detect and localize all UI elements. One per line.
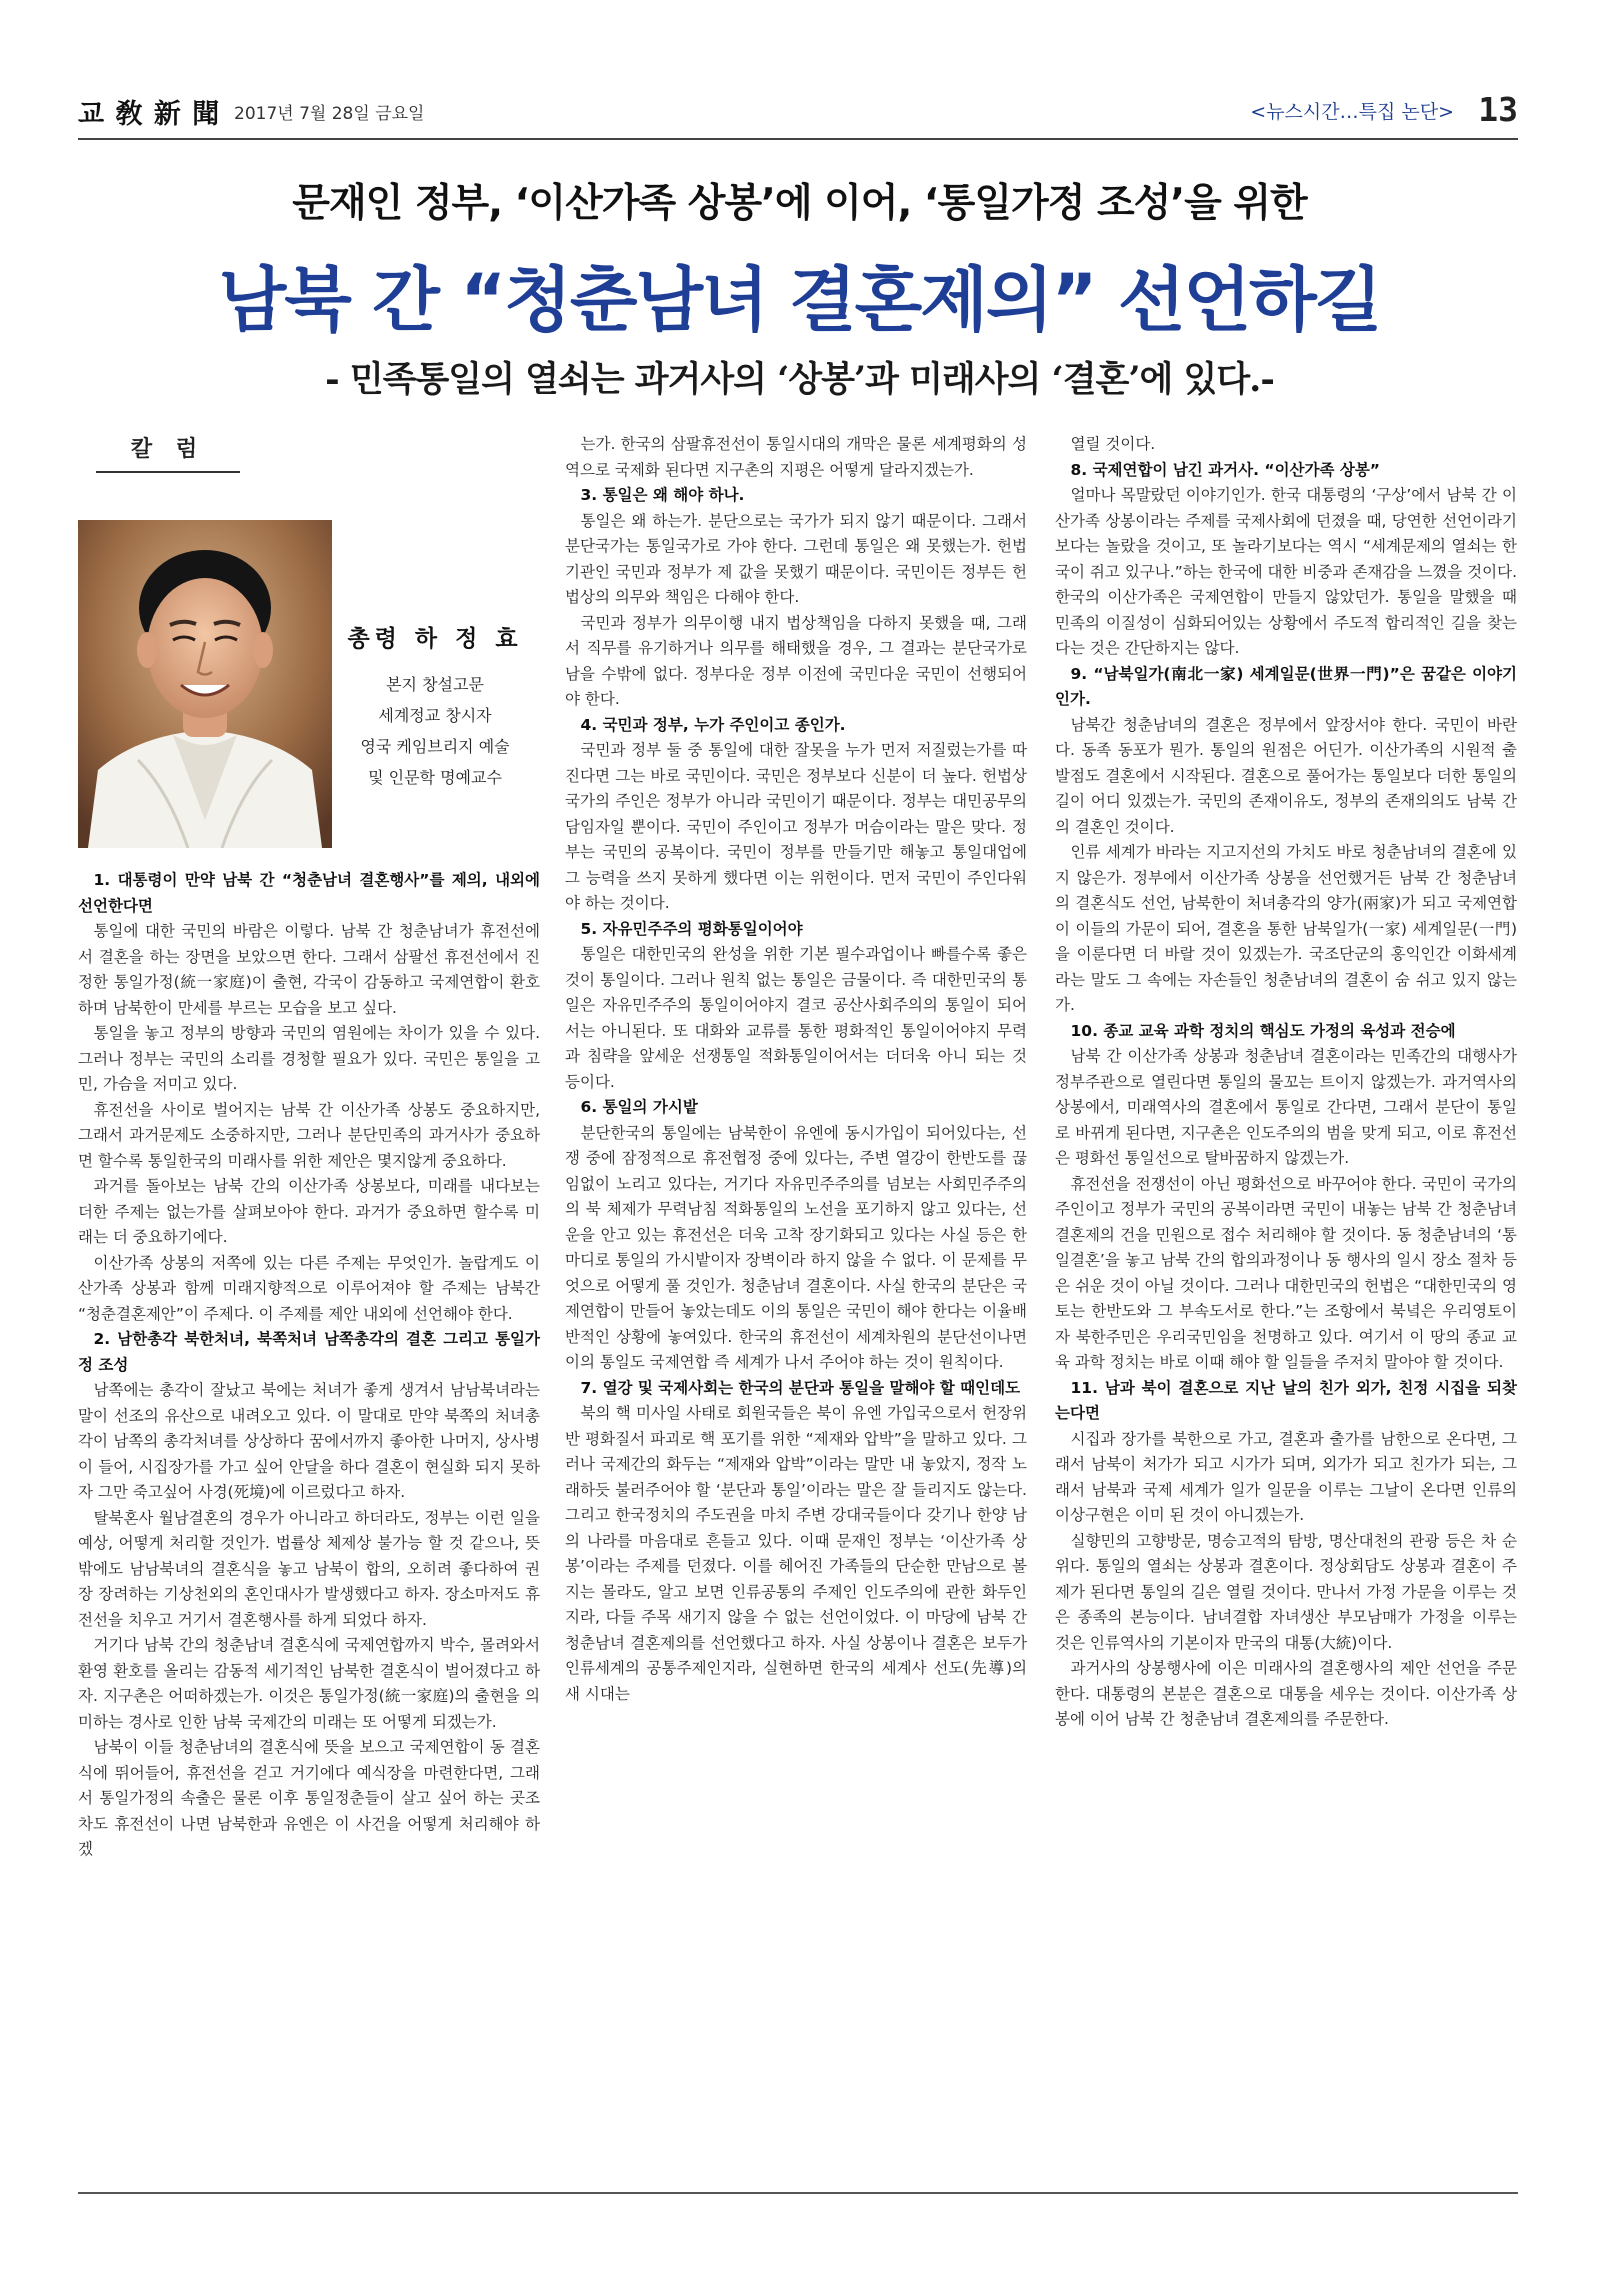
author-portrait-drawing (78, 520, 332, 848)
article-paragraph: 국민과 정부가 의무이행 내지 법상책임을 다하지 못했을 때, 그래서 직무를 유기하거나 의무를 해태했을 경우, 그 결과는 분단국가로 남을 수밖에 없다. 정부다운 정부 이전에 국민다운 국민이 선행되어야 한다. (565, 613, 1027, 708)
headline-kicker: 문재인 정부, ‘이산가족 상봉’에 이어, ‘통일가정 조성’을 위한 (292, 181, 1307, 226)
section-heading: 5. 자유민주주의 평화통일이어야 (580, 919, 803, 938)
article-column-3 (1055, 432, 1517, 1733)
author-byline (330, 620, 540, 793)
section-heading: 3. 통일은 왜 해야 하나. (580, 486, 745, 504)
article-paragraph: 통일에 대한 국민의 바람은 이렇다. 남북 간 청춘남녀가 휴전선에서 결혼을 하는 장면을 보았으면 한다. 그래서 삼팔선 휴전선에서 진정한 통일가정(統一家庭)이 출현, 각국이 감동하고 국제연합이 환호하며 남북한이 만세를 부르는 모습을 보고 싶다. (78, 922, 540, 1017)
masthead (78, 92, 1518, 132)
column-label: 칼 럼 (96, 432, 240, 473)
article-paragraph: 휴전선을 전쟁선이 아닌 평화선으로 바꾸어야 한다. 국민이 국가의 주인이고 정부가 국민의 공복이라면 국민이 내놓는 남북 간 청춘남녀 결혼제의 건을 민원으로 접수 처리해야 할 것이다. 동 청춘남녀의 ‘통일결혼’을 놓고 남북 간의 합의과정이나 동 행사의 일시 장소 절차 등은 쉬운 것이 아닐 것이다. 그러나 대한민국의 헌법은 “대한민국의 영토는 한반도와 그 부속도서로 한다.”는 조항에서 북녘은 우리영토이자 북한주민은 우리국민임을 천명하고 있다. 여기서 이 땅의 종교 교육 과학 정치는 바로 이때 해야 할 일들을 주저치 말아야 할 것이다. (1055, 1174, 1517, 1371)
author-name: 총령 하 정 효 (347, 625, 523, 652)
article-paragraph: 시집과 장가를 북한으로 가고, 결혼과 출가를 남한으로 온다면, 그래서 남북이 처가가 되고 시가가 되며, 외가가 되고 친가가 되는, 그래서 남북과 국제 세계가 일가 일문을 이루는 그날이 온다면 인류의 이상구현은 이미 된 것이 아니겠는가. (1055, 1429, 1517, 1524)
article-paragraph: 는가. 한국의 삼팔휴전선이 통일시대의 개막은 물론 세계평화의 성역으로 국제화 된다면 지구촌의 지평은 어떻게 달라지겠는가. (565, 435, 1027, 479)
article-paragraph: 인류 세계가 바라는 지고지선의 가치도 바로 청춘남녀의 결혼에 있지 않은가. 정부에서 이산가족 상봉을 선언했거든 남북 간 청춘남녀의 결혼식도 선언, 남북한이 처녀총각의 양가(兩家)가 되고 국제연합이 이들의 가문이 되어, 결혼을 통한 남북일가(一家) 세계일문(一門)을 이룬다면 더 바랄 것이 있겠는가. 국조단군의 홍익인간 이화세계라는 말도 그 속에는 자손들인 청춘남녀의 결혼이 숨 쉬고 있지 않는가. (1055, 843, 1517, 1014)
article-column-2 (565, 432, 1027, 1707)
author-role: 세계정교 창시자 (378, 706, 492, 725)
newspaper-logo: 교 敎 新 聞 (78, 99, 221, 130)
section-heading: 2. 남한총각 북한처녀, 북쪽처녀 남쪽총각의 결혼 그리고 통일가정 조성 (78, 1330, 540, 1374)
article-paragraph: 실향민의 고향방문, 명승고적의 탐방, 명산대천의 관광 등은 차 순위다. 통일의 열쇠는 상봉과 결혼이다. 정상회담도 상봉과 결혼이 주제가 된다면 통일의 길은 열릴 것이다. 만나서 가정 가문을 이루는 것은 종족의 본능이다. 남녀결합 자녀생산 부모남매가 가정을 이루는 것은 인류역사의 기본이자 만국의 대통(大統)이다. (1055, 1531, 1517, 1652)
article-paragraph: 이산가족 상봉의 저쪽에 있는 다른 주제는 무엇인가. 놀랍게도 이산가족 상봉과 함께 미래지향적으로 이루어져야 할 주제는 남북간 “청춘결혼제안”이 주제다. 이 주제를 제안 내외에 선언해야 한다. (78, 1253, 540, 1323)
article-column-1 (78, 868, 540, 1863)
article-paragraph: 거기다 남북 간의 청춘남녀 결혼식에 국제연합까지 박수, 몰려와서 환영 환호를 올리는 감동적 세기적인 남북한 결혼식이 벌어졌다고 하자. 지구촌은 어떠하겠는가. 이것은 통일가정(統一家庭)의 출현을 의미하는 경사로 인한 남북 국제간의 미래는 또 어떻게 되겠는가. (78, 1636, 540, 1731)
author-role: 및 인문학 명예교수 (368, 768, 502, 787)
section-heading: 7. 열강 및 국제사회는 한국의 분단과 통일을 말해야 할 때인데도 (580, 1378, 1021, 1397)
article-paragraph: 남북 간 이산가족 상봉과 청춘남녀 결혼이라는 민족간의 대행사가 정부주관으로 열린다면 통일의 물꼬는 트이지 않겠는가. 과거역사의 상봉에서, 미래역사의 결혼에서 통일로 간다면, 그래서 분단이 통일로 바뀌게 된다면, 지구촌은 인도주의의 범을 맞게 되고, 이로 휴전선은 평화선 통일선으로 탈바꿈하지 않겠는가. (1055, 1047, 1517, 1167)
article-paragraph: 남쪽에는 총각이 잘났고 북에는 처녀가 좋게 생겨서 남남북녀라는 말이 선조의 유산으로 내려오고 있다. 이 말대로 만약 북쪽의 처녀총각이 남쪽의 총각처녀를 상상하다 꿈에서까지 좋아한 나머지, 상사병이 들어, 시집장가를 가고 싶어 안달을 하다 결혼이 현실화 되지 못하자 그만 죽고싶어 사경(死境)에 이르렀다고 하자. (78, 1381, 540, 1501)
section-heading: 10. 종교 교육 과학 정치의 핵심도 가정의 육성과 전승에 (1070, 1021, 1456, 1040)
section-label: <뉴스시간…특집 논단> (1250, 101, 1454, 123)
article-paragraph: 국민과 정부 둘 중 통일에 대한 잘못을 누가 먼저 저질렀는가를 따진다면 그는 바로 국민이다. 국민은 정부보다 신분이 더 높다. 헌법상 국가의 주인은 정부가 아니라 국민이기 때문이다. 정부는 대민공무의 담임자일 뿐이다. 국민이 주인이고 정부가 머슴이라는 말은 맞다. 정부는 국민의 공복이다. 국민이 정부를 만들기만 해놓고 통일대업에 그 능력을 쓰지 못하게 했다면 이는 위헌이다. 먼저 국민이 주인다워야 하는 것이다. (565, 741, 1027, 912)
author-role: 영국 케임브리지 예술 (360, 737, 510, 756)
author-role: 본지 창설고문 (386, 675, 484, 694)
article-paragraph: 과거사의 상봉행사에 이은 미래사의 결혼행사의 제안 선언을 주문한다. 대통령의 본분은 결혼으로 대통을 세우는 것이다. 이산가족 상봉에 이어 남북 간 청춘남녀 결혼제의를 주문한다. (1055, 1659, 1517, 1728)
headline-title: 남북 간 “청춘남녀 결혼제의” 선언하길 (218, 259, 1381, 341)
section-heading: 8. 국제연합이 남긴 과거사. “이산가족 상봉” (1070, 460, 1380, 479)
author-portrait (78, 520, 332, 848)
article-paragraph: 얼마나 목말랐던 이야기인가. 한국 대통령의 ‘구상’에서 남북 간 이산가족 상봉이라는 주제를 국제사회에 던졌을 때, 당연한 선언이라기보다는 놀랐을 것이고, 또 놀라기보다는 역시 “세계문제의 열쇠는 한국이 쥐고 있구나.”하는 한국에 대한 비중과 존재감을 느꼈을 것이다. 한국의 이산가족은 국제연합이 만들지 않았던가. 통일을 말했을 때 민족의 이질성이 심화되어있는 상황에서 주도적 합리적인 길을 찾는다는 것은 간단하지는 않다. (1055, 486, 1517, 657)
page-number: 13 (1478, 90, 1518, 129)
article-paragraph: 과거를 돌아보는 남북 간의 이산가족 상봉보다, 미래를 내다보는 더한 주제는 없는가를 살펴보아야 한다. 과거가 중요하면 할수록 미래는 더 중요하기에다. (78, 1177, 540, 1246)
article-paragraph: 휴전선을 사이로 벌어지는 남북 간 이산가족 상봉도 중요하지만, 그래서 과거문제도 소중하지만, 그러나 분단민족의 과거사가 중요하면 할수록 통일한국의 미래사를 위한 제안은 몇지않게 중요하다. (78, 1100, 540, 1170)
article-paragraph: 남북간 청춘남녀의 결혼은 정부에서 앞장서야 한다. 국민이 바란다. 동족 동포가 뭔가. 통일의 원점은 어딘가. 이산가족의 시원적 출발점도 결혼에서 시작된다. 결혼으로 풀어가는 통일보다 더한 통일의 길이 어디 있겠는가. 국민의 존재이유도, 정부의 존재의의도 남북 간의 결혼인 것이다. (1055, 715, 1517, 836)
article-paragraph: 열릴 것이다. (1070, 435, 1156, 453)
article-paragraph: 통일은 왜 하는가. 분단으로는 국가가 되지 않기 때문이다. 그래서 분단국가는 통일국가로 가야 한다. 그런데 통일은 왜 못했는가. 헌법기관인 국민과 정부가 제 값을 못했기 때문이다. 국민이든 정부든 헌법상의 의무와 책임은 다해야 한다. (565, 511, 1027, 606)
article-paragraph: 남북이 이들 청춘남녀의 결혼식에 뜻을 보으고 국제연합이 동 결혼식에 뛰어들어, 휴전선을 걷고 거기에다 예식장을 마련한다면, 그래서 통일가정의 속출은 물론 이후 통일정춘들이 살고 싶어 하는 곳조차도 휴전선이 나면 남북한과 유엔은 이 사건을 어떻게 처리해야 하겠 (78, 1738, 540, 1858)
footer-rule (78, 2192, 1518, 2194)
section-heading: 1. 대통령이 만약 남북 간 “청춘남녀 결혼행사”를 제의, 내외에 선언한다면 (78, 871, 540, 915)
section-heading: 9. “남북일가(南北一家) 세계일문(世界一門)”은 꿈같은 이야기인가. (1055, 664, 1517, 708)
article-paragraph: 분단한국의 통일에는 남북한이 유엔에 동시가입이 되어있다는, 선쟁 중에 잠정적으로 휴전협정 중에 있다는, 주변 열강이 한반도를 끊임없이 노리고 있다는, 거기다 자유민주주의를 넘보는 사회민주주의의 북 체제가 무력남침 적화통일의 노선을 포기하지 않고 있다는, 선운을 안고 있는 휴전선은 더욱 고착 장기화되고 있다는 사실 등은 한마디로 통일의 가시밭이자 장벽이라 하지 않을 수 없다. 이 문제를 무엇으로 어떻게 풀 것인가. 청춘남녀 결혼이다. 사실 한국의 분단은 국제연합이 만들어 놓았는데도 이의 통일은 국민이 해야 한다는 이율배반적인 상황에 놓여있다. 한국의 휴전선이 세계차원의 분단선이나면 이의 통일도 국제연합 즉 세계가 나서 주어야 하는 것이 원칙이다. (565, 1123, 1027, 1371)
section-heading: 4. 국민과 정부, 누가 주인이고 종인가. (580, 715, 846, 734)
article-paragraph: 북의 핵 미사일 사태로 회원국들은 북이 유엔 가입국으로서 헌장위반 평화질서 파괴로 핵 포기를 위한 “제재와 압박”을 말하고 있다. 그러나 국제간의 화두는 “제재와 압박”이라는 말만 내 놓았지, 정작 노래하듯 불러주어야 할 ‘분단과 통일’이라는 말은 잘 들리지도 않는다. 그리고 한국정치의 주도권을 마치 주변 강대국들이다 갖기나 한양 남의 나라를 마음대로 흔들고 있다. 이때 문재인 정부는 ‘이산가족 상봉’이라는 주제를 던졌다. 이를 헤어진 가족들의 단순한 만남으로 볼지는 몰라도, 알고 보면 인류공통의 주제인 인도주의에 관한 화두인지라, 다들 주목 새기지 않을 수 없는 선언이었다. 이 마당에 남북 간 청춘남녀 결혼제의를 선언했다고 하자. 사실 상봉이나 결혼은 보두가 인류세계의 공통주제인지라, 실현하면 한국의 세계사 선도(先導)의 새 시대는 (565, 1404, 1027, 1703)
section-heading: 6. 통일의 가시밭 (580, 1098, 698, 1116)
section-heading: 11. 남과 북이 결혼으로 지난 날의 친가 외가, 친정 시집을 되찾는다면 (1055, 1378, 1517, 1422)
article-paragraph: 통일은 대한민국의 완성을 위한 기본 필수과업이나 빠를수록 좋은 것이 통일이다. 그러나 원칙 없는 통일은 금물이다. 즉 대한민국의 통일은 자유민주주의 통일이어야지 결코 공산사회주의의 통일이 되어서는 아니된다. 또 대화와 교류를 통한 평화적인 통일이어야지 무력과 침략을 앞세운 선쟁통일 적화통일이어서는 더더욱 아니 되는 것 등이다. (565, 945, 1027, 1091)
article-paragraph: 탈북혼사 월남결혼의 경우가 아니라고 하더라도, 정부는 이런 일을 예상, 어떻게 처리할 것인가. 법률상 체제상 불가능 할 것 같으나, 뜻밖에도 남남북녀의 결혼식을 놓고 남북이 합의, 오히려 좋다하여 권장 장려하는 기상천외의 혼인대사가 발생했다고 하자. 장소마저도 휴전선을 치우고 거기서 결혼행사를 하게 되었다 하자. (78, 1508, 540, 1629)
issue-date: 2017년 7월 28일 금요일 (234, 104, 425, 124)
article-paragraph: 통일을 놓고 정부의 방향과 국민의 염원에는 차이가 있을 수 있다. 그러나 정부는 국민의 소리를 경청할 필요가 있다. 국민은 통일을 고민, 가슴을 저미고 있다. (78, 1024, 540, 1093)
headline-subtitle: - 민족통일의 열쇠는 과거사의 ‘상봉’과 미래사의 ‘결혼’에 있다.- (325, 359, 1274, 400)
header-rule (78, 138, 1518, 140)
